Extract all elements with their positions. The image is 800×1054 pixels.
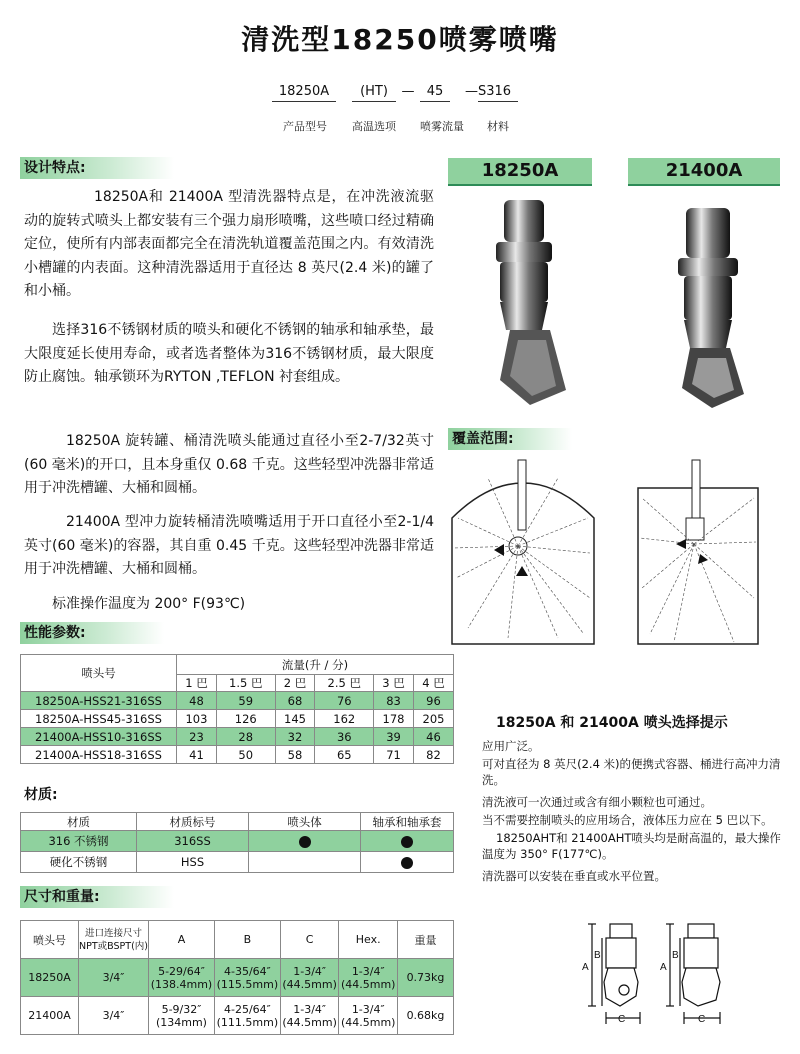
- col-header: 材质标号: [137, 813, 249, 831]
- cell: 82: [414, 746, 454, 764]
- coverage-diagram-21400a: [634, 458, 762, 648]
- cell: [214, 997, 280, 1035]
- cell: 83: [374, 692, 414, 710]
- code-label: 材料: [487, 120, 509, 133]
- pressure-header: 2 巴: [275, 675, 315, 692]
- col-header: B: [214, 921, 280, 959]
- cell-model: 21400A-HSS10-316SS: [21, 728, 177, 746]
- cell: [361, 852, 454, 873]
- selection-line: 清洗器可以安装在垂直或水平位置。: [482, 869, 666, 883]
- dimensions-table: [20, 920, 454, 1035]
- dim-label-a: A: [660, 962, 667, 973]
- dim-label-a: A: [582, 962, 589, 973]
- cell: [249, 852, 361, 873]
- table-row: [21, 710, 454, 728]
- model-box-21400a: 21400A: [628, 158, 780, 186]
- cell: 68: [275, 692, 315, 710]
- col-header: 重量: [398, 921, 454, 959]
- table-row: [21, 692, 454, 710]
- performance-heading: 性能参数:: [20, 622, 164, 644]
- cell: 48: [177, 692, 217, 710]
- table-row: [21, 831, 454, 852]
- code-underline: [272, 101, 336, 102]
- dim-value-mm: (115.5mm): [216, 977, 279, 991]
- filled-dot-icon: [401, 857, 413, 869]
- col-header: Hex.: [339, 921, 398, 959]
- dimensions-heading: 尺寸和重量:: [20, 886, 174, 908]
- cell: 145: [275, 710, 315, 728]
- table-row: [21, 959, 454, 997]
- cell: 205: [414, 710, 454, 728]
- cell: 126: [216, 710, 275, 728]
- design-heading: 设计特点:: [20, 157, 174, 179]
- cell: 76: [315, 692, 374, 710]
- dim-label-c: C: [618, 1014, 626, 1025]
- col-header: 轴承和轴承套: [361, 813, 454, 831]
- cell: 0.73kg: [398, 959, 454, 997]
- dim-value: 1-3/4″: [351, 1002, 385, 1016]
- code-label: 高温选项: [352, 120, 396, 133]
- cell: 39: [374, 728, 414, 746]
- cell: [149, 959, 215, 997]
- cell: 0.68kg: [398, 997, 454, 1035]
- pressure-header: 2.5 巴: [315, 675, 374, 692]
- cell: 58: [275, 746, 315, 764]
- design-paragraph: 选择316不锈钢材质的喷头和硬化不锈钢的轴承和轴承垫，最大限度延长使用寿命，或者选者整体为316不锈钢材质，最大限度防止腐蚀。轴承锁环为RYTON ,TEFLON 衬套组成。: [24, 322, 434, 385]
- pressure-header: 1.5 巴: [216, 675, 275, 692]
- table-row: [21, 997, 454, 1035]
- cell: [149, 997, 215, 1035]
- col-header: 材质: [21, 813, 137, 831]
- cell: 59: [216, 692, 275, 710]
- code-material: —S316: [464, 84, 512, 99]
- code-underline: [352, 101, 396, 102]
- cell: [339, 997, 398, 1035]
- pressure-header: 1 巴: [177, 675, 217, 692]
- col-header: 流量(升 / 分): [177, 655, 454, 675]
- cell: 硬化不锈钢: [21, 852, 137, 873]
- dim-value-mm: (44.5mm): [340, 977, 396, 991]
- dim-value: 4-35/64″: [224, 964, 271, 978]
- dim-value: 1-3/4″: [351, 964, 385, 978]
- cell: [249, 831, 361, 852]
- dimension-drawing: [580, 918, 780, 1036]
- cell: 96: [414, 692, 454, 710]
- cell: 46: [414, 728, 454, 746]
- cell: [280, 997, 339, 1035]
- code-underline: [420, 101, 450, 102]
- material-heading: 材质:: [24, 787, 58, 803]
- code-flow: 45: [426, 84, 444, 99]
- nozzle-photo-21400a: [660, 198, 760, 413]
- cell: 32: [275, 728, 315, 746]
- design-paragraph: 标准操作温度为 200° F(93℃): [52, 596, 246, 612]
- dim-value-mm: (111.5mm): [216, 1015, 279, 1029]
- col-header: 进口连接尺寸 NPT或BSPT(内): [79, 921, 149, 959]
- dim-value-mm: (44.5mm): [282, 1015, 337, 1029]
- dim-value-mm: (134mm): [155, 1015, 207, 1029]
- cell: 65: [315, 746, 374, 764]
- col-header: 喷头号: [21, 655, 177, 692]
- design-paragraph: 18250A和 21400A 型清洗器特点是，在冲洗液流驱动的旋转式喷头上都安装有三个强力扇形喷嘴，这些喷口经过精确定位，使所有内部表面都完全在清洗轨道覆盖范围之内。有效清洗小槽罐的内表面。这种清洗器适用于直径达 8 英尺(2.4 米)的罐了和小桶。: [24, 189, 434, 299]
- selection-title: 18250A 和 21400A 喷头选择提示: [496, 715, 728, 731]
- dim-value: 5-29/64″: [158, 964, 205, 978]
- cell: 23: [177, 728, 217, 746]
- selection-line: 18250AHT和 21400AHT喷头均是耐高温的，最大操作温度为 350° F(177℃)。: [482, 831, 781, 861]
- code-high-temp: (HT): [360, 84, 388, 99]
- design-paragraph: 21400A 型冲力旋转桶清洗喷嘴适用于开口直径小至2-1/4 英寸(60 毫米)的容器，其自重 0.45 千克。这些轻型冲洗器非常适用于冲洗槽罐、大桶和圆桶。: [24, 514, 434, 577]
- selection-line: 当不需要控制喷头的应用场合，液体压力应在 5 巴以下。: [482, 813, 773, 827]
- cell-model: 18250A: [21, 959, 79, 997]
- table-row: [21, 852, 454, 873]
- model-box-18250a: 18250A: [448, 158, 592, 186]
- cell: 41: [177, 746, 217, 764]
- cell: [339, 959, 398, 997]
- code-underline: [478, 101, 518, 102]
- dim-value: 1-3/4″: [293, 964, 327, 978]
- col-header: 喷头体: [249, 813, 361, 831]
- performance-table: [20, 654, 454, 764]
- dim-value: 5-9/32″: [161, 1002, 202, 1016]
- cell: 36: [315, 728, 374, 746]
- dim-value-mm: (44.5mm): [340, 1015, 396, 1029]
- cell: 28: [216, 728, 275, 746]
- cell-model: 18250A-HSS21-316SS: [21, 692, 177, 710]
- dim-value-mm: (138.4mm): [150, 977, 213, 991]
- pressure-header: 4 巴: [414, 675, 454, 692]
- cell: 103: [177, 710, 217, 728]
- col-header: 喷头号: [21, 921, 79, 959]
- code-label: 产品型号: [283, 120, 327, 133]
- code-model: 18250A: [278, 84, 330, 99]
- cell-model: 21400A: [21, 997, 79, 1035]
- col-header: A: [149, 921, 215, 959]
- code-dash: —: [401, 84, 415, 99]
- material-table: [20, 812, 454, 873]
- pressure-header: 3 巴: [374, 675, 414, 692]
- table-row: [21, 746, 454, 764]
- cell-model: 18250A-HSS45-316SS: [21, 710, 177, 728]
- dim-value: 4-25/64″: [224, 1002, 271, 1016]
- nozzle-photo-18250a: [470, 190, 580, 410]
- selection-line: 清洗液可一次通过或含有细小颗粒也可通过。: [482, 795, 712, 809]
- dim-label-b: B: [594, 950, 601, 961]
- coverage-diagram-18250a: [448, 458, 598, 648]
- code-label: 喷雾流量: [420, 120, 464, 133]
- cell: 3/4″: [79, 959, 149, 997]
- cell: 316 不锈钢: [21, 831, 137, 852]
- cell: 162: [315, 710, 374, 728]
- cell: 3/4″: [79, 997, 149, 1035]
- cell-model: 21400A-HSS18-316SS: [21, 746, 177, 764]
- filled-dot-icon: [401, 836, 413, 848]
- dim-label-c: C: [698, 1014, 706, 1025]
- dim-value: 1-3/4″: [293, 1002, 327, 1016]
- selection-line: 应用广泛。: [482, 739, 540, 753]
- cell: 178: [374, 710, 414, 728]
- filled-dot-icon: [299, 836, 311, 848]
- cell: [214, 959, 280, 997]
- cell: 50: [216, 746, 275, 764]
- table-row: [21, 728, 454, 746]
- cell: HSS: [137, 852, 249, 873]
- dim-value-mm: (44.5mm): [282, 977, 337, 991]
- coverage-heading: 覆盖范围:: [448, 428, 572, 450]
- cell: [361, 831, 454, 852]
- page-title: 清洗型18250喷雾喷嘴: [241, 23, 559, 56]
- cell: [280, 959, 339, 997]
- selection-line: 可对直径为 8 英尺(2.4 米)的便携式容器、桶进行高冲力清洗。: [482, 757, 781, 787]
- cell: 71: [374, 746, 414, 764]
- dim-label-b: B: [672, 950, 679, 961]
- design-paragraph: 18250A 旋转罐、桶清洗喷头能通过直径小至2-7/32英寸(60 毫米)的开口，且本身重仅 0.68 千克。这些轻型冲洗器非常适用于冲洗槽罐、大桶和圆桶。: [24, 433, 434, 496]
- col-header: C: [280, 921, 339, 959]
- cell: 316SS: [137, 831, 249, 852]
